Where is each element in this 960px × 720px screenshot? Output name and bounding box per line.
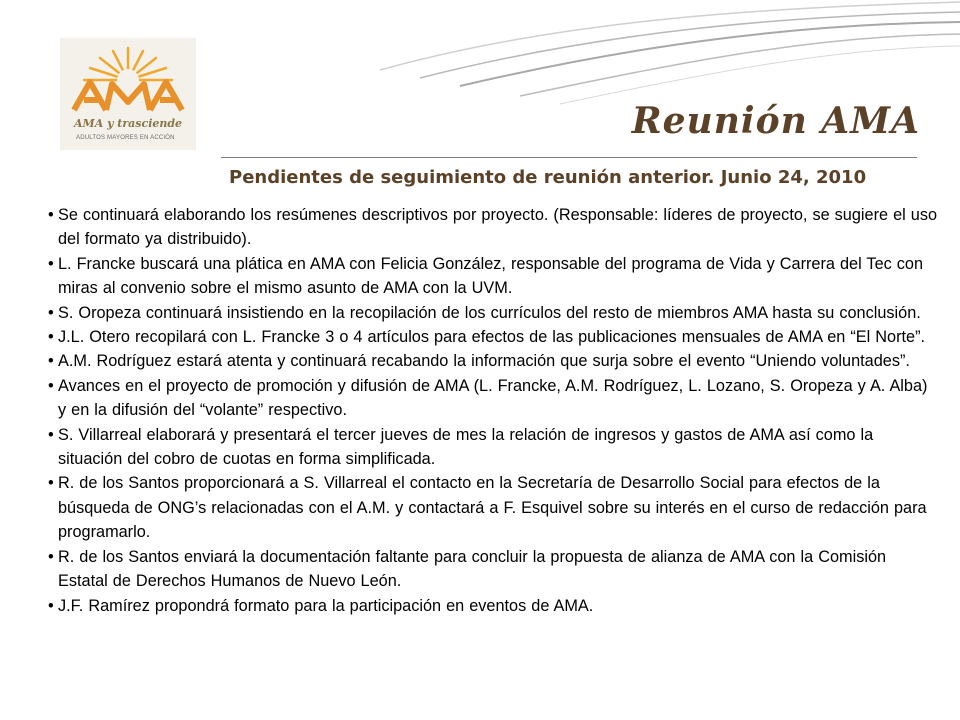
list-item (48, 423, 938, 472)
logo-tagline: AMA y trasciende (74, 117, 183, 130)
list-item-text: S. Villarreal elaborará y presentará el tercer jueves de mes la relación de ingresos y gastos de AMA así como la situación del cobro de cuotas en forma simplificada. (58, 425, 874, 469)
list-item (48, 252, 938, 301)
list-item-text: Se continuará elaborando los resúmenes descriptivos por proyecto. (Responsable: líderes de proyecto, se sugiere el uso del formato ya distribuido). (58, 206, 938, 249)
slide-subtitle: Pendientes de seguimiento de reunión anterior. Junio 24, 2010 (229, 167, 867, 188)
list-item (48, 545, 938, 594)
bullet-icon: • (48, 547, 54, 566)
logo-subtitle: ADULTOS MAYORES EN ACCIÓN (76, 135, 175, 141)
list-item (48, 349, 938, 373)
list-item-text: L. Francke buscará una plática en AMA con Felicia González, responsable del programa de Vida y Carrera del Tec con miras al convenio sobre el mismo asunto de AMA con la UVM. (58, 254, 924, 298)
list-item-text: Avances en el proyecto de promoción y difusión de AMA (L. Francke, A.M. Rodríguez, L. Lozano, S. Oropeza y A. Alba) y en la difusión del “volante” respectivo. (58, 376, 928, 420)
list-item-text: J.L. Otero recopilará con L. Francke 3 o 4 artículos para efectos de las publicaciones mensuales de AMA en “El Norte”. (58, 328, 926, 347)
list-item (48, 325, 938, 349)
list-item (48, 374, 938, 423)
bullet-icon: • (48, 474, 54, 493)
list-item (48, 203, 938, 252)
bullet-icon: • (48, 596, 54, 615)
bullet-icon: • (48, 206, 54, 224)
list-item-text: J.F. Ramírez propondrá formato para la participación en eventos de AMA. (58, 596, 594, 615)
bullet-icon: • (48, 425, 54, 444)
bullet-icon: • (48, 352, 54, 371)
bullet-icon: • (48, 303, 54, 322)
list-item-text: A.M. Rodríguez estará atenta y continuará recabando la información que surja sobre el evento “Uniendo voluntades”. (58, 352, 910, 371)
slide-title: Reunión AMA (631, 100, 920, 142)
list-item-text: S. Oropeza continuará insistiendo en la recopilación de los currículos del resto de miembros AMA hasta su conclusión. (58, 303, 921, 322)
list-item-text: R. de los Santos enviará la documentación faltante para concluir la propuesta de alianza de AMA con la Comisión Estatal de Derechos Humanos de Nuevo León. (58, 547, 887, 591)
list-item (48, 301, 938, 325)
sun-icon (60, 38, 196, 150)
list-item-text: R. de los Santos proporcionará a S. Villarreal el contacto en la Secretaría de Desarrollo Social para efectos de la búsqueda de ONG’s relacionadas con el A.M. y contactará a F. Esquivel sobre su interés en el curso de redacción para programarlo. (58, 474, 927, 542)
bullet-icon: • (48, 254, 54, 273)
ama-logo (60, 38, 196, 150)
pending-items-list (48, 203, 938, 618)
bullet-icon: • (48, 376, 54, 395)
list-item (48, 594, 938, 618)
bullet-icon: • (48, 328, 54, 347)
list-item (48, 471, 938, 544)
title-divider (221, 157, 917, 158)
